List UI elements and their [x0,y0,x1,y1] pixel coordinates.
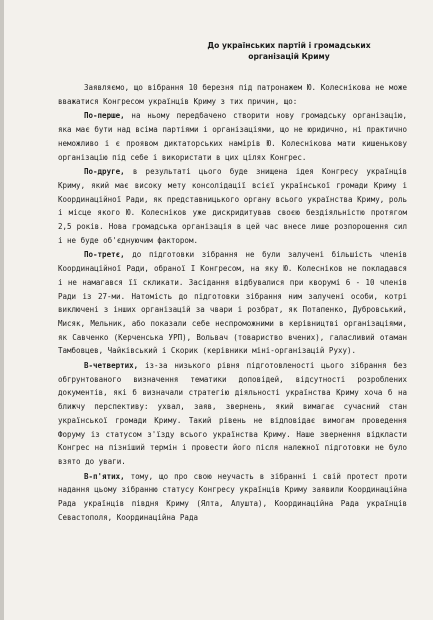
paragraph-text: із-за низького рівня підготовленості цього зібрання без обгрунтованого визначення тематики доповідей, відсутності розроблених документів, які б визначали стратегію діяльності українства Криму хоча б на ближчу перспективу: ухвал, заяв, звернень, який вимагає сучасний стан української громади Криму. Такий рівень не відповідає вимогам проведення Форуму із статусом з'їзду всього українства Криму. Наше звернення відкласти Конгрес на пізніший термін і провести його після належної підготовки не було взято до уваги. [58,361,407,466]
paragraph-fifth [58,470,407,525]
document-body [58,81,407,525]
paragraph-text: до підготовки зібрання не були залучені більшість членів Координаційної Ради, обраної І Конгресом, на яку Ю. Колесніков не покладався і не намагався її скликати. Засідання відбувалися при кворумі 6 - 10 членів Ради із 27-ми. Натомість до підготовки зібрання ним залучені особи, котрі виключені з інших організацій за чвари і розбрат, як Потапенко, Дубровський, Мисяк, Мельник, або показали себе неспроможними в керівництві організаціями, як Савченко (Керченська УРП), Вольвач (товариство вчених), галасливий отаман Тамбовцев, Чайківський і Скорик (керівники міні-організацій Руху). [58,250,407,356]
paragraph-text: тому, що про свою неучасть в зібранні і свій протест проти надання цьому зібранню статусу Конгресу українців Криму заявили Координаційна Рада українців півдня Криму (Ялта, Алушта), Координаційна Рада українців Севастополя, Координаційна Рада [58,471,407,522]
paragraph-text: на ньому передбачено створити нову громадську організацію, яка має бути над всіма партіями і організаціями, що не юридично, ні практично неможливо і є проявом диктаторських намірів Ю. Колеснікова мати кишенькову організацію під себе і використати в цих цілях Конгрес. [58,111,407,162]
paragraph-text: Заявляємо, що вібрання 10 березня під патронажем Ю. Колеснікова не може вважатися Конгресом українців Криму з тих причин, що: [58,83,407,106]
paragraph-fourth [58,359,407,469]
paragraph-lead: По-третє, [84,250,125,260]
paragraph-intro [58,81,407,108]
paragraph-lead: В-четвертих, [84,361,139,371]
addressee-line-1: До українських партій і громадських [207,41,371,50]
paragraph-first [58,109,407,164]
addressee-heading [184,40,394,62]
paragraph-second [58,165,407,247]
paragraph-lead: По-перше, [84,111,125,121]
paragraph-lead: По-друге, [84,167,125,177]
paragraph-text: в результаті цього буде знищена ідея Конгресу українців Криму, який має високу мету консолідації всієї української громади Криму і Координаційної Ради, як представницького органу всього українства Криму, роль і місце якого Ю. Колесніков уже дискридитував своєю бездіяльністю протягом 2,5 років. Нова громадська організація в цей час внесе лише розпорошення сил і не буде об'єднуючим фактором. [58,167,407,245]
paragraph-third [58,248,407,358]
addressee-line-2: організацій Криму [248,52,330,61]
paragraph-lead: В-п'ятих, [84,471,125,481]
